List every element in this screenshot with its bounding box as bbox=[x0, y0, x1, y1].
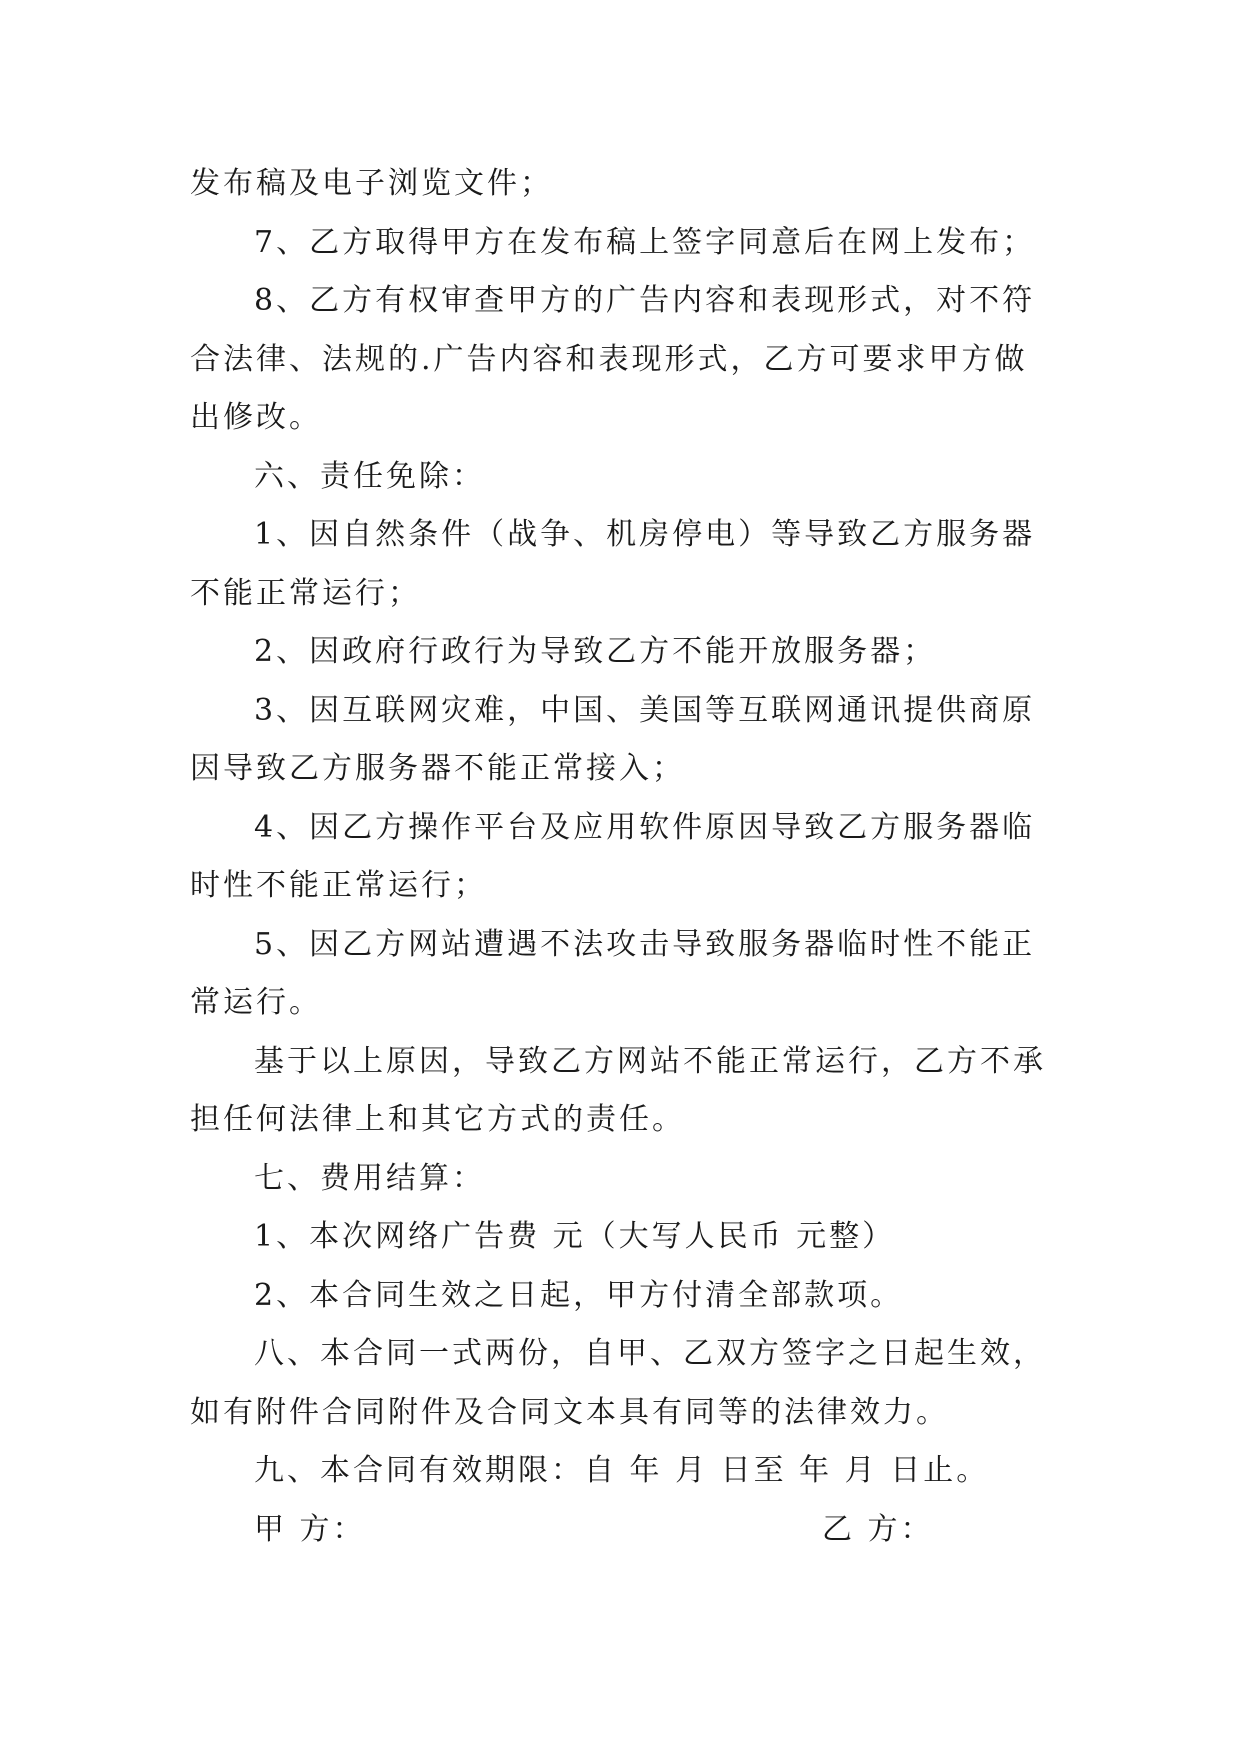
text-line: 基于以上原因，导致乙方网站不能正常运行，乙方不承 bbox=[254, 1043, 1046, 1079]
section-heading: 七、费用结算： bbox=[254, 1160, 485, 1196]
text-line: 不能正常运行； bbox=[190, 575, 421, 611]
text-line: 3、因互联网灾难，中国、美国等互联网通讯提供商原 bbox=[254, 692, 1036, 728]
text-line: 1、因自然条件（战争、机房停电）等导致乙方服务器 bbox=[254, 517, 1036, 552]
text-line: 发布稿及电子浏览文件； bbox=[190, 166, 553, 201]
text-line: 常运行。 bbox=[190, 985, 322, 1020]
text-line: 7、乙方取得甲方在发布稿上签字同意后在网上发布； bbox=[254, 224, 1036, 260]
document-page bbox=[190, 155, 1050, 1559]
party-b-label: 乙 方： bbox=[822, 1511, 934, 1547]
party-a-signature bbox=[254, 1501, 366, 1560]
section-heading: 六、责任免除： bbox=[254, 458, 485, 494]
text-line: 九、本合同有效期限：自 年 月 日至 年 月 日止。 bbox=[254, 1453, 990, 1488]
text-line: 时性不能正常运行； bbox=[190, 868, 487, 903]
text-line: 因导致乙方服务器不能正常接入； bbox=[190, 751, 685, 786]
text-line: 1、本次网络广告费 元（大写人民币 元整） bbox=[254, 1219, 896, 1254]
text-line: 2、本合同生效之日起，甲方付清全部款项。 bbox=[254, 1277, 904, 1313]
party-a-label: 甲 方： bbox=[254, 1511, 366, 1547]
party-b-signature bbox=[822, 1501, 934, 1560]
text-line: 如有附件合同附件及合同文本具有同等的法律效力。 bbox=[190, 1394, 949, 1430]
text-line: 出修改。 bbox=[190, 400, 322, 435]
text-line: 8、乙方有权审查甲方的广告内容和表现形式，对不符 bbox=[254, 283, 1036, 318]
text-line: 合法律、法规的.广告内容和表现形式，乙方可要求甲方做 bbox=[190, 341, 1028, 377]
signature-row bbox=[190, 1501, 1050, 1560]
text-line: 4、因乙方操作平台及应用软件原因导致乙方服务器临 bbox=[254, 809, 1036, 845]
text-line: 八、本合同一式两份，自甲、乙双方签字之日起生效， bbox=[254, 1336, 1046, 1371]
text-line: 2、因政府行政行为导致乙方不能开放服务器； bbox=[254, 634, 937, 669]
text-line: 5、因乙方网站遭遇不法攻击导致服务器临时性不能正 bbox=[254, 926, 1036, 962]
text-line: 担任何法律上和其它方式的责任。 bbox=[190, 1102, 685, 1137]
